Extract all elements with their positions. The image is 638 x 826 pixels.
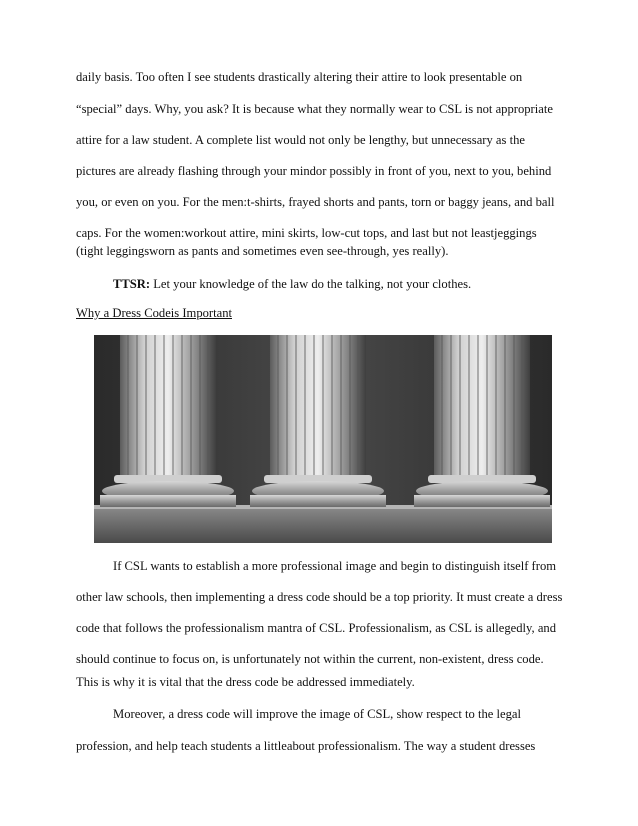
ttsr-text: Let your knowledge of the law do the talking, not your clothes.: [150, 277, 472, 291]
body-text-line: This is why it is vital that the dress code be addressed immediately.: [76, 675, 415, 689]
ttsr-line: [113, 276, 471, 292]
body-text-line: daily basis. Too often I see students drastically altering their attire to look presentable on: [76, 70, 523, 84]
body-text-line: you, or even on you. For the men:t-shirts, frayed shorts and pants, torn or baggy jeans, and ball: [76, 195, 555, 209]
body-text-line: Moreover, a dress code will improve the image of CSL, show respect to the legal: [113, 707, 521, 721]
body-text-line: caps. For the women:workout attire, mini skirts, low-cut tops, and last but not leastjeggings: [76, 226, 537, 240]
body-text-line: code that follows the professionalism mantra of CSL. Professionalism, as CSL is allegedly, and: [76, 621, 557, 635]
body-text-line: If CSL wants to establish a more professional image and begin to distinguish itself from: [113, 559, 557, 573]
body-text-line: profession, and help teach students a littleabout professionalism. The way a student dresses: [76, 739, 536, 753]
body-text-line: attire for a law student. A complete list would not only be lengthy, but unnecessary as the: [76, 133, 525, 147]
ttsr-label: TTSR:: [113, 277, 151, 291]
body-text-line: “special” days. Why, you ask? It is because what they normally wear to CSL is not appropriate: [76, 102, 553, 116]
columns-photo: [94, 335, 552, 543]
body-text-line: should continue to focus on, is unfortunately not within the current, non-existent, dress code.: [76, 652, 544, 666]
body-text-line: pictures are already flashing through your mindor possibly in front of you, next to you, behind: [76, 164, 552, 178]
body-text-line: other law schools, then implementing a dress code should be a top priority. It must create a dress: [76, 590, 563, 604]
section-heading: Why a Dress Codeis Important: [76, 306, 232, 320]
columns-photo-icon: [94, 335, 552, 543]
body-text-line: (tight leggingsworn as pants and sometimes even see-through, yes really).: [76, 244, 449, 258]
